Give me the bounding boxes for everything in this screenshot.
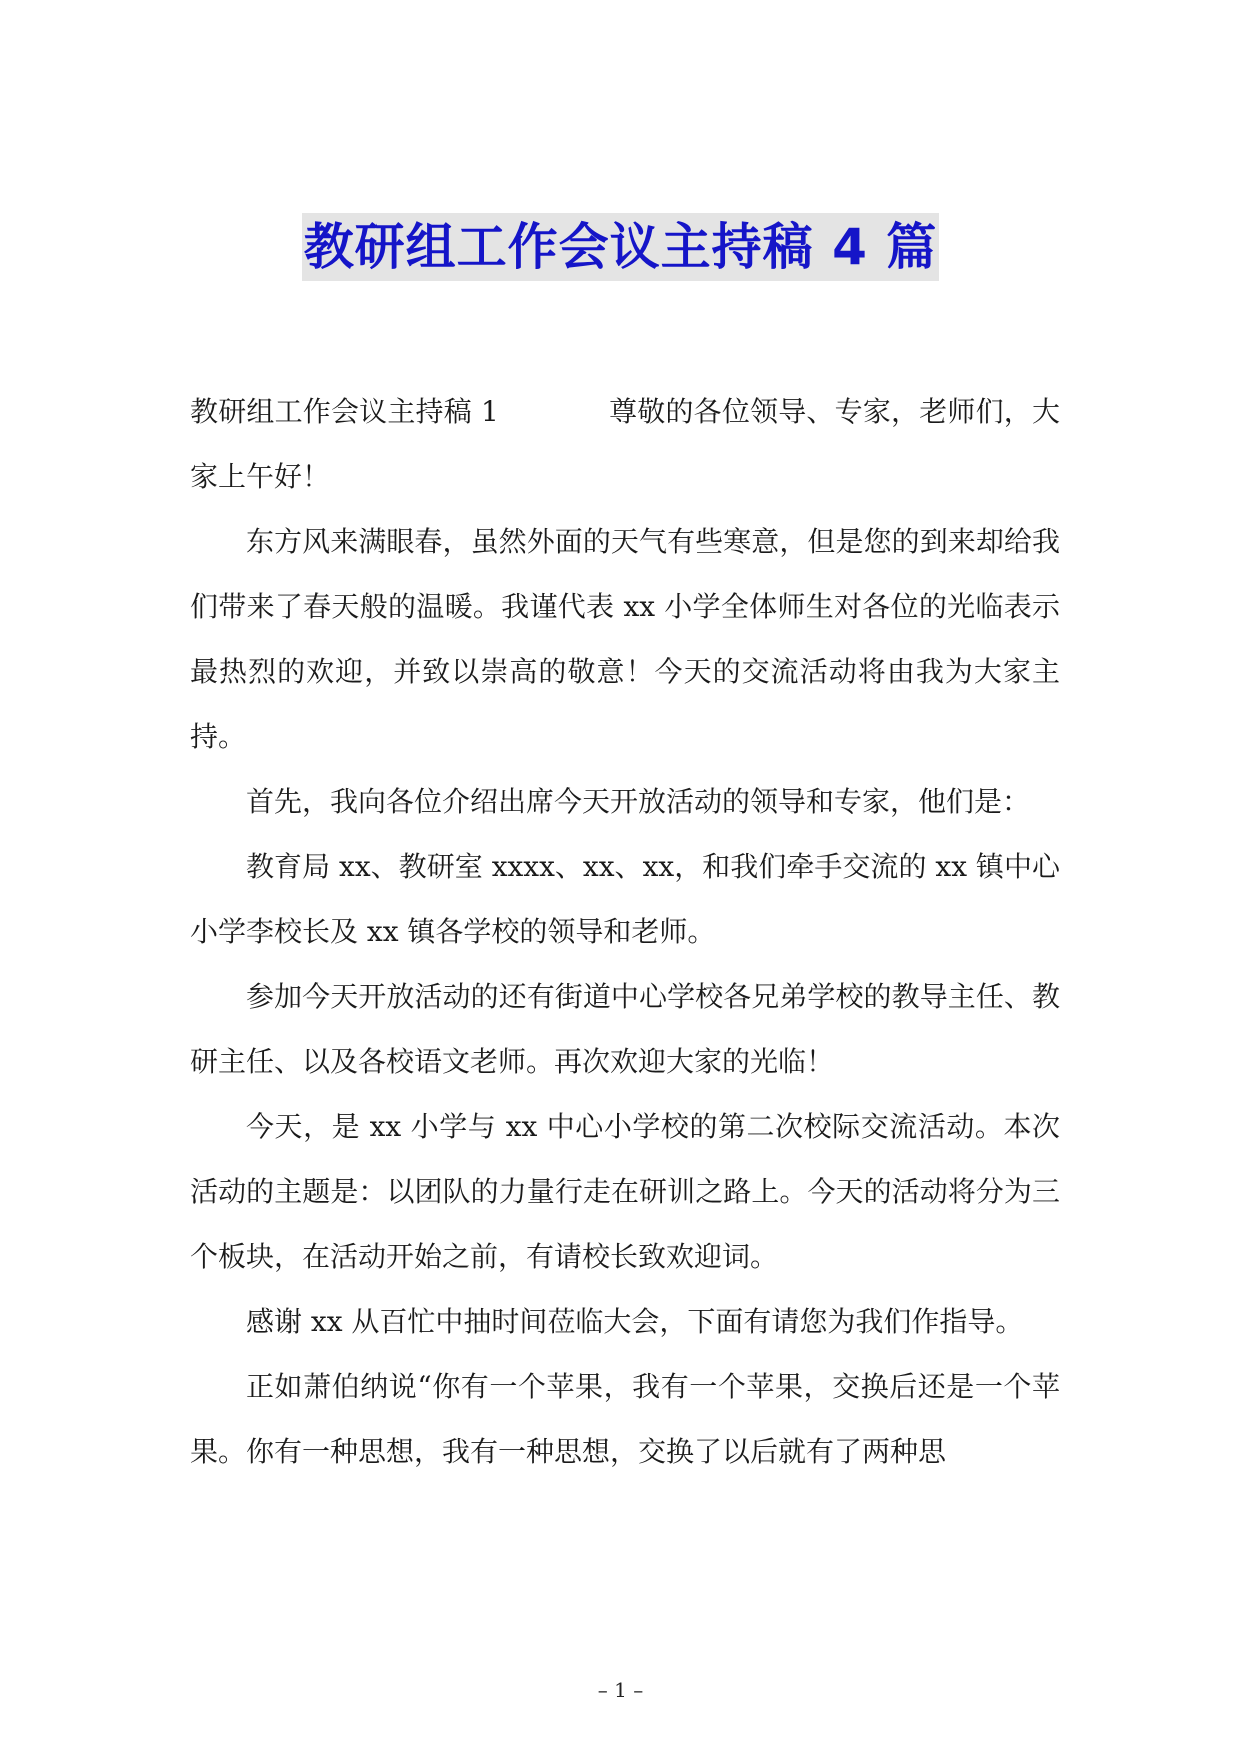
greeting-text: 尊敬的各位领导、专家，老师们，大家上午好！ [190,395,1060,493]
paragraph-greeting [190,379,1060,509]
paragraph-1: 东方风来满眼春，虽然外面的天气有些寒意，但是您的到来却给我们带来了春天般的温暖。我谨代表 xx 小学全体师生对各位的光临表示最热烈的欢迎，并致以崇高的敬意！今天的交流活动将由我为大家主持。 [190,525,1060,753]
document-title: 教研组工作会议主持稿 4 篇 [302,213,940,281]
title-container [0,213,1241,281]
paragraph-3: 教育局 xx、教研室 xxxx、xx、xx，和我们牵手交流的 xx 镇中心小学李校长及 xx 镇各学校的领导和老师。 [190,850,1060,948]
paragraph-2: 首先，我向各位介绍出席今天开放活动的领导和专家，他们是： [246,785,1031,818]
document-body [190,379,1060,1484]
paragraph-6: 感谢 xx 从百忙中抽时间莅临大会，下面有请您为我们作指导。 [246,1305,1024,1338]
paragraph-7: 正如萧伯纳说“你有一个苹果，我有一个苹果，交换后还是一个苹果。你有一种思想，我有一种思想，交换了以后就有了两种思 [190,1370,1060,1468]
paragraph-5: 今天，是 xx 小学与 xx 中心小学校的第二次校际交流活动。本次活动的主题是：以团队的力量行走在研训之路上。今天的活动将分为三个板块，在活动开始之前，有请校长致欢迎词。 [190,1110,1060,1273]
section-heading: 教研组工作会议主持稿 1 [190,395,499,428]
paragraph-4: 参加今天开放活动的还有街道中心学校各兄弟学校的教导主任、教研主任、以及各校语文老师。再次欢迎大家的光临！ [190,980,1060,1078]
page-number: – 1 – [597,1678,644,1702]
